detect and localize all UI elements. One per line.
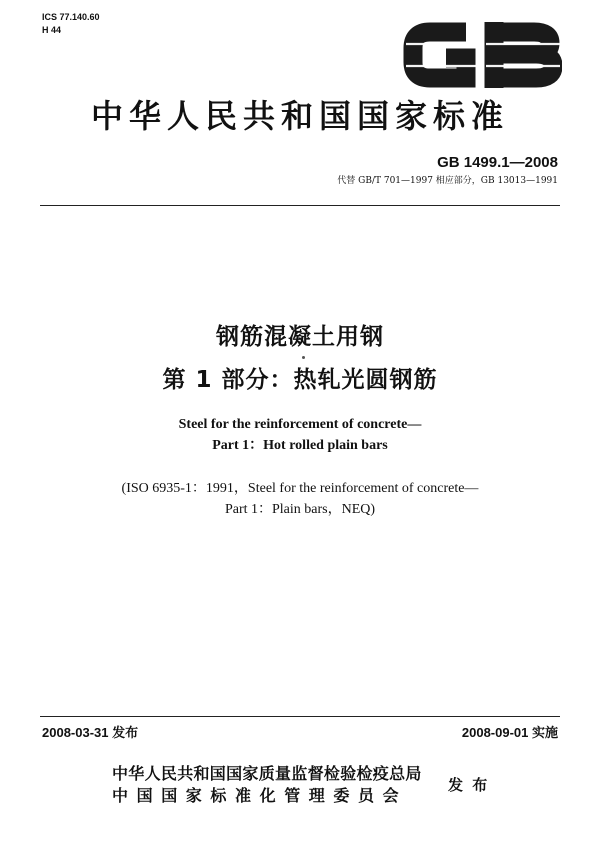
iso-reference-line1: (ISO 6935-1：1991，Steel for the reinforcement of concrete— (121, 481, 479, 496)
ccs-code: H 44 (42, 25, 62, 35)
separator-dot (302, 356, 305, 359)
standard-category: 中华人民共和国国家标准 (90, 97, 509, 135)
bottom-divider (40, 716, 560, 717)
implementation-date: 2008-09-01 实施 (461, 725, 558, 740)
title-cn-line1: 钢筋混凝土用钢 (216, 324, 384, 350)
issue-date: 2008-03-31 发布 (42, 725, 139, 740)
issuer-aqsiq: 中华人民共和国国家质量监督检验检疫总局 (112, 764, 422, 783)
title-en-line2: Part 1：Hot rolled plain bars (212, 438, 388, 453)
issuer-sac: 中国国家标准化管理委员会 (112, 786, 408, 805)
replaces-note: 代替 GB/T 701—1997 相应部分，GB 13013—1991 (337, 176, 558, 186)
gb-logo (402, 18, 562, 92)
publish-label: 发 布 (448, 776, 490, 794)
top-divider (40, 205, 560, 206)
title-en-line1: Steel for the reinforcement of concrete— (178, 417, 422, 432)
iso-reference-line2: Part 1：Plain bars，NEQ) (224, 502, 376, 517)
title-cn-line2: 第 1 部分：热轧光圆钢筋 (162, 367, 438, 393)
ics-code: ICS 77.140.60 (42, 12, 100, 22)
standard-number: GB 1499.1—2008 (437, 154, 558, 171)
